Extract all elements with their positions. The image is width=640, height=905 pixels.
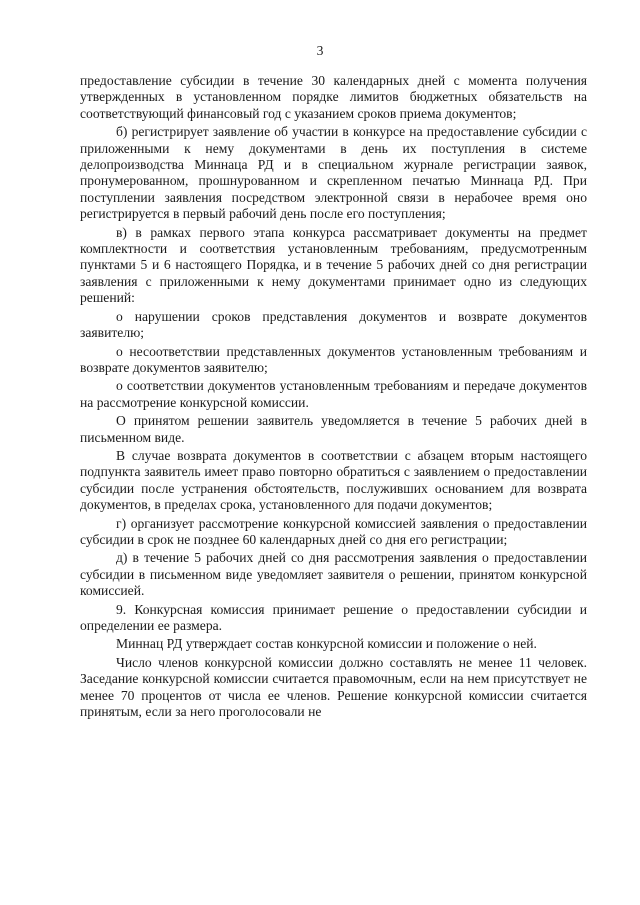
paragraph-decision-mismatch: о несоответствии представленных документов установленным требованиям и возврате документов заявителю; xyxy=(80,343,587,375)
paragraph-continuation: предоставление субсидии в течение 30 календарных дней с момента получения утвержденных в установленном порядке лимитов бюджетных обязательств на соответствующий финансовый год с указанием сроков приема документов; xyxy=(80,73,587,121)
paragraph-item-d: д) в течение 5 рабочих дней со дня рассмотрения заявления о предоставлении субсидии в письменном виде уведомляет заявителя о решении, принятом конкурсной комиссией. xyxy=(80,550,587,599)
paragraph-item-b: б) регистрирует заявление об участии в конкурсе на предоставление субсидии с приложенными к нему документами в день их поступления в системе делопроизводства Миннаца РД и в специальном журнале регистрации заявок, пронумерованном, прошнурованном и скрепленном печатью Миннаца РД. При поступлении заявления посредством электронной связи в нерабочее время оно регистрируется в первый рабочий день после его поступления; xyxy=(80,124,587,222)
paragraph-commission-approval: Миннац РД утверждает состав конкурсной комиссии и положение о ней. xyxy=(116,636,537,652)
paragraph-decision-compliance: о соответствии документов установленным требованиям и передаче документов на рассмотрение конкурсной комиссии. xyxy=(80,378,587,410)
document-text xyxy=(80,73,587,720)
page-number: 3 xyxy=(316,43,324,58)
paragraph-return-case: В случае возврата документов в соответствии с абзацем вторым настоящего подпункта заявитель имеет право повторно обратиться с заявлением о предоставлении субсидии после устранения обстоятельств, послуживших основанием для возврата документов, в пределах срока, установленного для подачи документов; xyxy=(80,447,587,513)
paragraph-item-g: г) организует рассмотрение конкурсной комиссией заявления о предоставлении субсидии в срок не позднее 60 календарных дней со дня его регистрации; xyxy=(80,515,587,547)
paragraph-commission-quorum: Число членов конкурсной комиссии должно составлять не менее 11 человек. Заседание конкурсной комиссии считается правомочным, если на нем присутствует не менее 70 процентов от числа ее членов. Решение конкурсной комиссии считается принятым, если за него проголосовали не xyxy=(80,654,587,720)
paragraph-item-v: в) в рамках первого этапа конкурса рассматривает документы на предмет комплектности и соответствия установленным требованиям, предусмотренным пунктами 5 и 6 настоящего Порядка, и в течение 5 рабочих дней со дня регистрации заявления с приложенными к нему документами принимает одно из следующих решений: xyxy=(80,224,587,306)
paragraph-notification: О принятом решении заявитель уведомляется в течение 5 рабочих дней в письменном виде. xyxy=(80,413,587,445)
paragraph-decision-violation: о нарушении сроков представления документов и возврате документов заявителю; xyxy=(80,308,587,341)
paragraph-point-9: 9. Конкурсная комиссия принимает решение о предоставлении субсидии и определении ее размера. xyxy=(80,601,587,633)
